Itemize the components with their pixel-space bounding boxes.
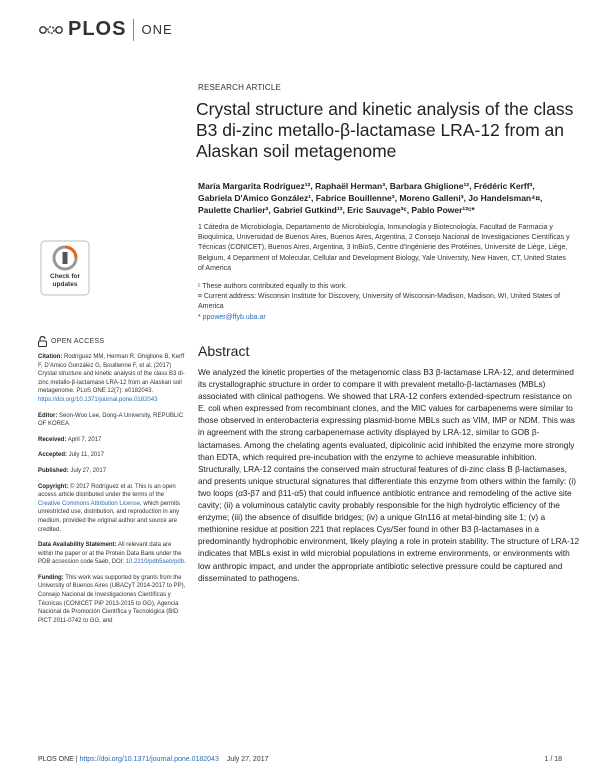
published-label: Published: [38,467,69,474]
data-availability-label: Data Availability Statement: [38,542,117,549]
citation-block [38,353,186,405]
note-corresponding [198,313,573,323]
abstract-text: We analyzed the kinetic properties of the metagenomic class B3 β-lactamase LRA-12, and determined its crystallographic structure in order to compare it with prevalent metallo-β-lactamases (MBLs) associated with clinical pathogens. We showed that LRA-12 confers extended-spectrum resistance on E. coli when expressed from recombinant clones, and the MIC values for carbapenems were similar to those observed in enterobacteria expressing plasmid-borne MBLs such as VIM, IMP or NDM. This was in agreement with the strong carbapenemase activity displayed by LRA-12, similar to GOB β-lactamases. Among the chelating agents evaluated, dipicolinic acid inhibited the enzyme more strongly than EDTA, which required pre-incubation with the enzyme to achieve measurable inhibition. Structurally, LRA-12 contains the conserved main structural features of di-zinc class B β-lactamases, and presents unique structural signatures that differentiate this enzyme from others within the family: (i) two loops (α3-β7 and β11-α5) that could influence antibiotic entrance and remodeling of the active site cavity; (ii) a voluminous catalytic cavity probably responsible for the high hydrolytic efficiency of the enzyme; (iii) the absence of disulfide bridges; (iv) a unique Gln116 at metal-binding site 1; (v) a methionine residue at position 221 that replaces Cys/Ser found in other B3 β-lactamases in a predominantly hydrophobic environment, likely playing a role in protein stability. The structure of LRA-12 indicates that MBLs exist in wild microbial populations in extreme environments, or environments with low anthropic impact, and under the appropriate antibiotic selective pressure could be captured and disseminated to pathogens. [198,367,580,583]
author-list: María Margarita Rodríguez¹², Raphaël Herman³, Barbara Ghiglione¹², Frédéric Kerff³, Gabriela D'Amico González¹, Fabrice Bouillenne³, Moreno Galleni³, Jo Handelsman⁴¤, Paulette Charlier³, Gabriel Gutkind¹², Eric Sauvage³ᶜ, Pablo Power¹²ᶜ* [198,181,543,215]
copyright-block [38,483,186,535]
citation-label: Citation: [38,354,63,360]
article-title: Crystal structure and kinetic analysis of the class B3 di-zinc metallo-β-lactamase LRA-12 from an Alaskan soil metagenome [196,99,574,161]
journal-name: ONE [141,22,173,37]
footer-date: July 27, 2017 [226,756,269,763]
pdb-doi-link[interactable]: 10.2210/pdb5aeb/pdb [125,559,185,566]
plos-logo[interactable] [38,18,173,41]
published-date: July 27, 2017 [68,467,107,474]
article-type-label: RESEARCH ARTICLE [198,83,282,92]
citation-doi-link[interactable]: https://doi.org/10.1371/journal.pone.0182043 [38,396,158,403]
note-email-prefix: * [198,313,203,321]
open-access-label: OPEN ACCESS [51,338,105,345]
funding-block [38,574,186,626]
footer-journal: PLOS ONE | [38,756,80,763]
open-access-badge [38,336,104,347]
funding-label: Funding: [38,574,64,581]
accepted-block [38,451,186,460]
copyright-text: © 2017 Rodríguez et al. This is an open access article distributed under the terms of the [38,483,176,499]
open-lock-icon [38,336,47,347]
article-metadata [38,353,186,632]
received-block [38,436,186,445]
editor-label: Editor: [38,412,58,419]
accepted-date: July 11, 2017 [67,452,104,459]
plos-logo-mark-icon [38,22,64,38]
note-equal-contribution: ᶜ These authors contributed equally to this work. [198,283,348,290]
abstract-heading: Abstract [198,343,250,359]
copyright-label: Copyright: [38,483,69,490]
author-notes [198,282,573,323]
check-for-updates-button[interactable] [40,240,90,296]
editor-text: Seon-Woo Lee, Dong-A University, REPUBLIC OF KOREA [38,412,184,428]
affiliations: 1 Cátedra de Microbiología, Departamento de Microbiología, Inmunología y Biotecnología, Facultad de Farmacia y Bioquímica, Universidad de Buenos Aires, Buenos Aires, Argentina, 2 Consejo Nacional de Investigaciones Científicas y Técnicas (CONICET), Buenos Aires, Argentina, 3 InBioS, Centre d'Ingénierie des Protéines, Université de Liège, Liège, Belgium, 4 Department of Molecular, Cellular and Development Biology, Yale University, New Haven, CT, United States of America [198,224,570,272]
funding-text: This work was supported by grants from the University of Buenos Aires (UBACyT 2014-2017 to PP), Consejo Nacional de Investigaciones Científicas y Técnicas (CONICET PIP 2013-2015 to GG), Agencia Nacional de Promoción Científica y Tecnológica (BID PICT 2011-0742 to GG, and [38,574,186,624]
data-availability-end: . [184,559,186,566]
page-footer [38,756,562,763]
check-line-2: updates [52,281,78,288]
copyright-text-end: , which permits unrestricted use, distribution, and reproduction in any medium, provided the original author and source are credited. [38,500,181,533]
accepted-label: Accepted: [38,452,68,459]
footer-citation [38,756,269,763]
note-current-address: ¤ Current address: Wisconsin Institute for Discovery, University of Wisconsin-Madison, Madison, WI, United States of America [198,293,561,311]
page-number: 1 / 18 [544,756,562,763]
editor-block [38,412,186,429]
corresponding-email-link[interactable]: ppower@ffyb.uba.ar [202,313,266,321]
data-availability-block [38,541,186,567]
check-line-1: Check for [50,273,80,280]
logo-divider [133,19,134,41]
footer-doi-link[interactable]: https://doi.org/10.1371/journal.pone.0182043 [79,756,219,763]
received-label: Received: [38,436,67,443]
check-for-updates-label [40,273,90,289]
data-availability-text: All relevant data are within the paper or at the Protein Data Bank under the PDB accession code 5aeb, DOI: [38,542,182,566]
plos-brand: PLOS [68,18,127,40]
cc-license-link[interactable]: Creative Commons Attribution License [38,500,141,507]
citation-text: Rodríguez MM, Herman R, Ghiglione B, Kerff F, D'Amico González G, Bouillenne F, et al. (2017) Crystal structure and kinetic analysis of the class B3 di-zinc metallo-β-lactamase LRA-12 from an Alaskan soil metagenome. PLoS ONE 12(7): e0182043. [38,354,185,395]
published-block [38,467,186,476]
received-date: April 7, 2017 [66,436,102,443]
